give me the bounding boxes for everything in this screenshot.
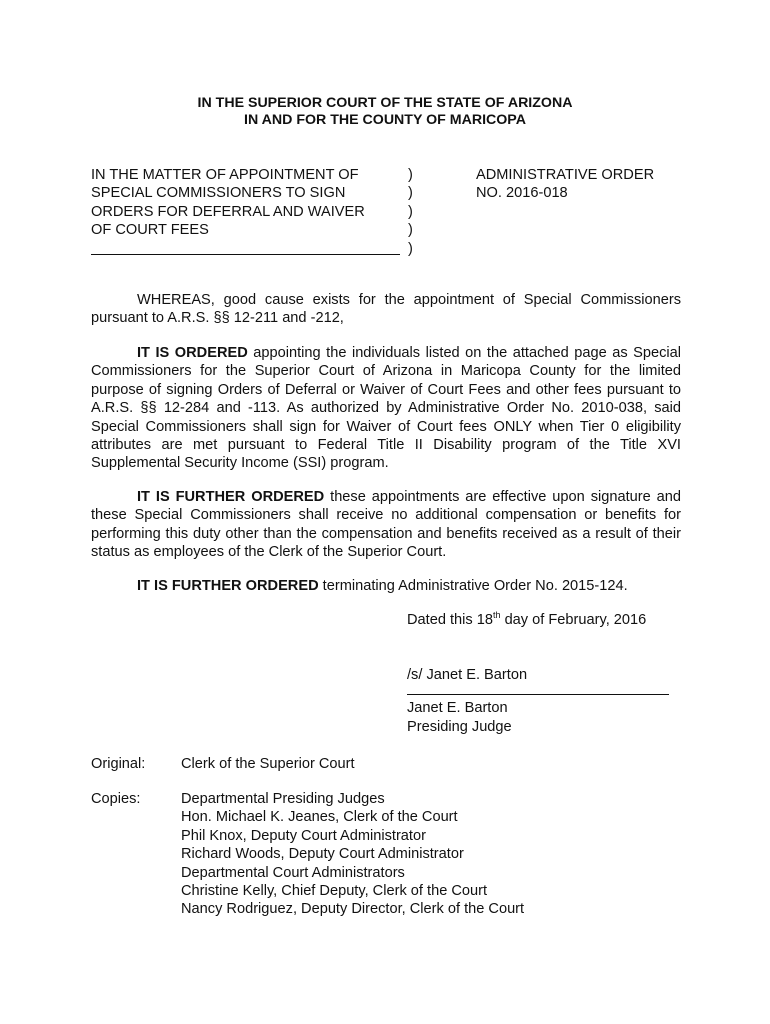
order-text: these appointments are effective upon signature and these Special Commissioners shall receive no additional compensation or benefits for performing this duty other than the compensation and benefits received as a result of their status as employees of the Clerk of the Superior Court. xyxy=(91,489,681,561)
order-paragraph-1 xyxy=(91,344,681,473)
copy-recipient: Nancy Rodriguez, Deputy Director, Clerk of the Court xyxy=(181,901,525,918)
signature-block xyxy=(407,666,669,736)
dated-prefix: Dated this 18 xyxy=(407,612,493,628)
caption-paren: ) xyxy=(408,167,413,183)
order-paragraph-2 xyxy=(91,488,681,562)
copy-recipient: Richard Woods, Deputy Court Administrator xyxy=(181,846,464,863)
order-lead: IT IS FURTHER ORDERED xyxy=(137,578,319,594)
signer-name: Janet E. Barton xyxy=(407,700,508,717)
signature-line xyxy=(407,684,669,695)
dated-ordinal-suffix: th xyxy=(493,610,501,620)
whereas-text: WHEREAS, good cause exists for the appointment of Special Commissioners pursuant to A.R.S. §§ 12-211 and -212, xyxy=(91,292,681,327)
caption-rule-line xyxy=(91,240,400,255)
order-text: appointing the individuals listed on the attached page as Special Commissioners for the Superior Court of Arizona in Maricopa County for the limited purpose of signing Orders of Deferral or Waiver of Court Fees and other fees pursuant to A.R.S. §§ 12-284 and -113. As authorized by Administrative Order No. 2010-038, said Special Commissioners shall sign for Waiver of Court fees ONLY when Tier 0 eligibility attributes are met pursuant to Federal Title II Disability program of the Title XVI Supplemental Security Income (SSI) program. xyxy=(91,345,682,472)
caption-matter-line: OF COURT FEES xyxy=(91,222,209,239)
dated-rest: day of February, 2016 xyxy=(500,612,647,628)
whereas-paragraph xyxy=(91,291,681,328)
copy-recipient: Christine Kelly, Chief Deputy, Clerk of the Court xyxy=(181,883,488,900)
copy-recipient: Departmental Court Administrators xyxy=(181,864,405,881)
caption-matter-line: IN THE MATTER OF APPOINTMENT OF xyxy=(91,167,359,183)
caption-parentheses xyxy=(408,166,413,258)
electronic-signature: /s/ Janet E. Barton xyxy=(407,667,528,683)
order-lead: IT IS ORDERED xyxy=(137,345,248,361)
copy-recipient: Departmental Presiding Judges xyxy=(181,791,385,807)
caption-paren: ) xyxy=(408,240,413,257)
caption-paren: ) xyxy=(408,222,413,239)
original-recipient: Clerk of the Superior Court xyxy=(181,756,355,772)
court-heading xyxy=(0,95,770,129)
copies-label: Copies: xyxy=(91,791,141,807)
order-number: NO. 2016-018 xyxy=(476,185,568,202)
case-caption-matter xyxy=(91,166,403,255)
court-heading-line-2: IN AND FOR THE COUNTY OF MARICOPA xyxy=(244,112,526,128)
order-text: terminating Administrative Order No. 2015-124. xyxy=(318,578,628,594)
order-title: ADMINISTRATIVE ORDER xyxy=(476,167,655,183)
caption-paren: ) xyxy=(408,203,413,220)
court-heading-line-1: IN THE SUPERIOR COURT OF THE STATE OF ARIZONA xyxy=(197,95,573,111)
original-label: Original: xyxy=(91,756,146,772)
order-identifier xyxy=(476,166,654,203)
order-paragraph-3 xyxy=(91,577,681,595)
copy-recipient: Hon. Michael K. Jeanes, Clerk of the Court xyxy=(181,809,458,826)
copies-list xyxy=(181,790,524,919)
order-lead: IT IS FURTHER ORDERED xyxy=(137,489,325,505)
dated-line xyxy=(407,611,646,629)
caption-matter-line: SPECIAL COMMISSIONERS TO SIGN xyxy=(91,185,346,202)
signer-title: Presiding Judge xyxy=(407,718,512,735)
caption-paren: ) xyxy=(408,185,413,202)
copy-recipient: Phil Knox, Deputy Court Administrator xyxy=(181,827,426,844)
caption-matter-line: ORDERS FOR DEFERRAL AND WAIVER xyxy=(91,203,365,220)
